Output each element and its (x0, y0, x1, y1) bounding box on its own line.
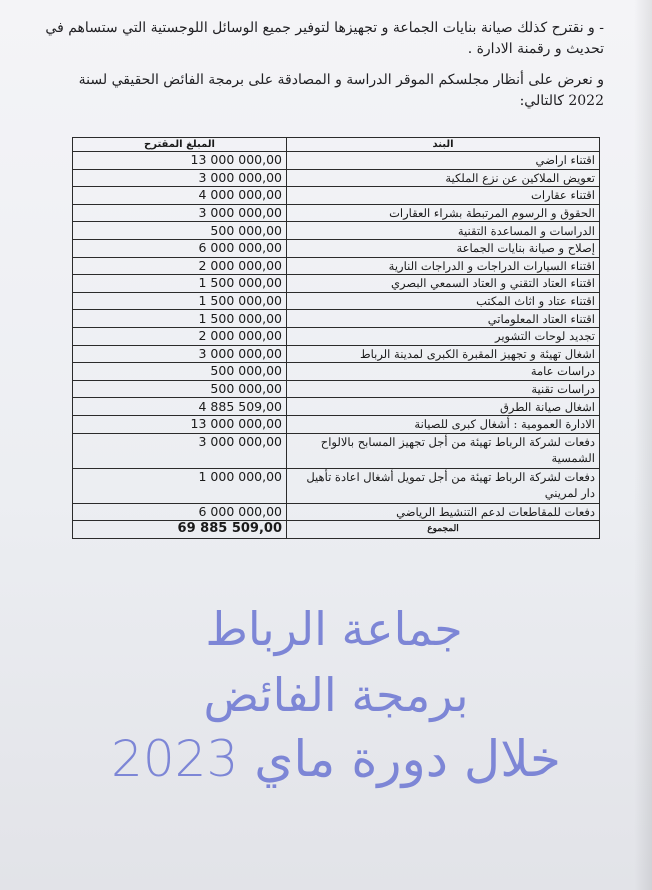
row-amount: 4 000 000,00 (73, 187, 287, 205)
row-amount: 3 000 000,00 (73, 433, 287, 468)
table-row (73, 204, 600, 222)
table-row (73, 257, 600, 275)
table-row (73, 152, 600, 170)
table-row (73, 239, 600, 257)
row-item: دراسات تقنية (287, 380, 600, 398)
budget-table (72, 137, 600, 539)
row-amount: 3 000 000,00 (73, 204, 287, 222)
total-row (73, 521, 600, 539)
row-amount: 1 500 000,00 (73, 310, 287, 328)
row-item: الدراسات و المساعدة التقنية (287, 222, 600, 240)
table-header-row (73, 138, 600, 152)
table-row (73, 398, 600, 416)
row-item: الحقوق و الرسوم المرتبطة بشراء العقارات (287, 204, 600, 222)
row-item: دراسات عامة (287, 363, 600, 381)
row-item: الادارة العمومية : أشغال كبرى للصيانة (287, 415, 600, 433)
handwritten-line-1: جماعة الرباط (205, 602, 463, 656)
row-amount: 3 000 000,00 (73, 345, 287, 363)
table-row (73, 169, 600, 187)
table-row (73, 468, 600, 503)
row-item: إصلاح و صيانة بنايات الجماعة (287, 239, 600, 257)
row-amount: 1 500 000,00 (73, 275, 287, 293)
row-item: اشغال صيانة الطرق (287, 398, 600, 416)
row-amount: 500 000,00 (73, 222, 287, 240)
intro-paragraph-2: و نعرض على أنظار مجلسكم الموقر الدراسة و المصادقة على برمجة الفائض الحقيقي لسنة 2022 كالتالي: (78, 72, 604, 109)
row-amount: 6 000 000,00 (73, 503, 287, 521)
row-amount: 3 000 000,00 (73, 169, 287, 187)
row-item: اقتناء عقارات (287, 187, 600, 205)
item-column-header: البند (287, 138, 600, 152)
row-item: دفعات لشركة الرباط تهيئة من أجل تمويل أشغال اعادة تأهيل دار لمريني (287, 468, 600, 503)
row-amount: 500 000,00 (73, 380, 287, 398)
intro-paragraph-1: - و نقترح كذلك صيانة بنايات الجماعة و تجهيزها لتوفير جميع الوسائل اللوجستية التي ستساهم في تحديث و رقمنة الادارة . (45, 20, 604, 57)
table-row (73, 415, 600, 433)
row-amount: 2 000 000,00 (73, 327, 287, 345)
row-amount: 13 000 000,00 (73, 415, 287, 433)
row-item: اقتناء عتاد و اثاث المكتب (287, 292, 600, 310)
row-item: دفعات لشركة الرباط تهيئة من أجل تجهيز المسابح بالالواح الشمسية (287, 433, 600, 468)
row-item: تعويض الملاكين عن نزع الملكية (287, 169, 600, 187)
row-item: اقتناء السيارات الدراجات و الدراجات النارية (287, 257, 600, 275)
row-amount: 1 500 000,00 (73, 292, 287, 310)
row-item: دفعات للمقاطعات لدعم التنشيط الرياضي (287, 503, 600, 521)
row-amount: 500 000,00 (73, 363, 287, 381)
row-item: اشغال تهيئة و تجهيز المقبرة الكبرى لمدينة الرباط (287, 345, 600, 363)
table-row (73, 345, 600, 363)
row-amount: 2 000 000,00 (73, 257, 287, 275)
table-row (73, 310, 600, 328)
table-row (73, 327, 600, 345)
table-row (73, 275, 600, 293)
table-row (73, 292, 600, 310)
table-row (73, 380, 600, 398)
row-item: اقتناء اراضي (287, 152, 600, 170)
row-amount: 6 000 000,00 (73, 239, 287, 257)
row-amount: 13 000 000,00 (73, 152, 287, 170)
row-amount: 4 885 509,00 (73, 398, 287, 416)
handwritten-line-2: برمجة الفائض (203, 668, 469, 722)
row-item: اقتناء العتاد التقني و العتاد السمعي البصري (287, 275, 600, 293)
total-amount: 69 885 509,00 (73, 521, 287, 539)
table-row (73, 222, 600, 240)
table-row (73, 187, 600, 205)
handwritten-line-3: خلال دورة ماي 2023 (111, 730, 561, 788)
table-row (73, 433, 600, 468)
row-amount: 1 000 000,00 (73, 468, 287, 503)
amount-column-header: المبلغ المقترح (73, 138, 287, 152)
row-item: تجديد لوحات التشوير (287, 327, 600, 345)
table-row (73, 363, 600, 381)
total-label: المجموع (287, 521, 600, 539)
table-row (73, 503, 600, 521)
table-body (73, 152, 600, 521)
row-item: اقتناء العتاد المعلوماتي (287, 310, 600, 328)
